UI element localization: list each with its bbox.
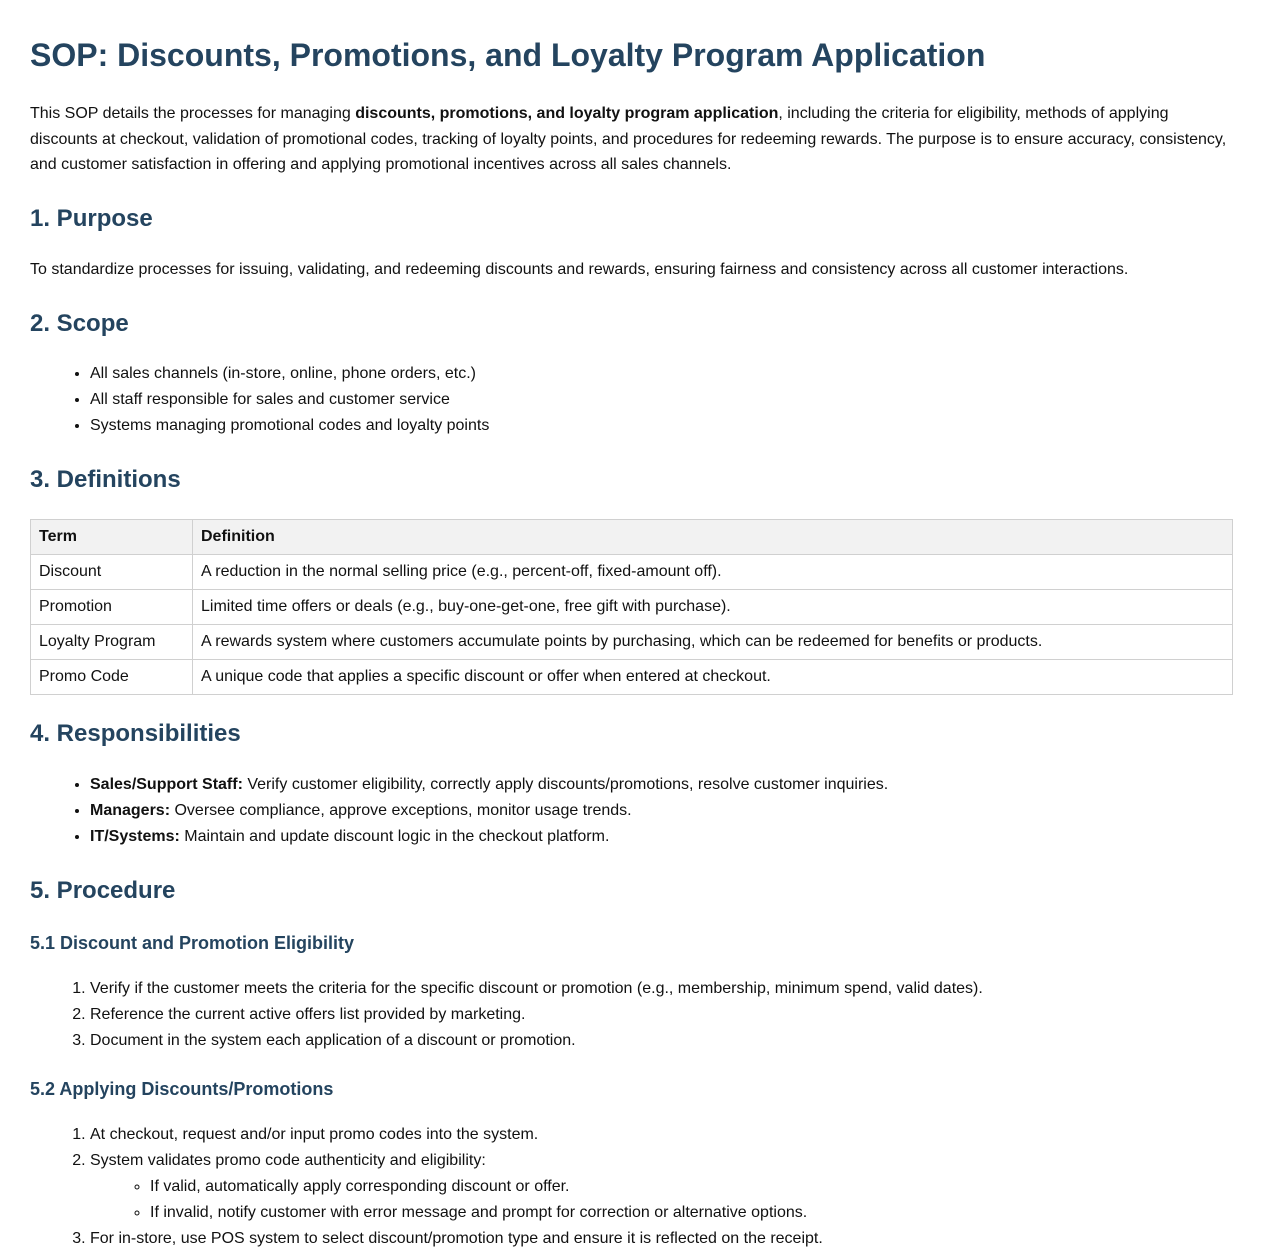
responsibility-item [90,772,1233,798]
responsibility-item [90,798,1233,824]
intro-text-bold: discounts, promotions, and loyalty program application [355,105,779,122]
applying-substep: ◦ If invalid, notify customer with error message and prompt for correction or alternative options. [150,1200,1233,1226]
applying-step-text: System validates promo code authenticity and eligibility: [90,1151,486,1169]
responsibility-item [90,824,1233,850]
definitions-heading: 3. Definitions [30,465,181,493]
responsibility-role: Sales/Support Staff: [90,775,243,793]
applying-substeps [90,1174,1233,1226]
applying-step: 3. For in-store, use POS system to select discount/promotion type and ensure it is reflected on the receipt. [90,1226,1233,1252]
table-cell-term: Loyalty Program [31,624,193,659]
table-cell-term: Promo Code [31,659,193,694]
applying-step [90,1148,1233,1226]
purpose-heading: 1. Purpose [30,204,153,232]
table-header-term: Term [31,519,193,554]
scope-item: • All staff responsible for sales and customer service [90,387,1233,413]
scope-item: • Systems managing promotional codes and loyalty points [90,413,1233,439]
applying-substep: ◦ If valid, automatically apply corresponding discount or offer. [150,1174,1233,1200]
intro-text-after: , including the criteria for eligibility, methods of applying discounts at checkout, validation of promotional codes, tracking of loyalty points, and procedures for redeeming rewards. The purpose is to ensure accuracy, consistency, and customer satisfaction in offering and applying promotional incentives across all sales channels. [30,105,1227,173]
responsibility-text: Verify customer eligibility, correctly apply discounts/promotions, resolve customer inquiries. [242,775,889,793]
table-row [31,589,1233,624]
table-cell-definition: A unique code that applies a specific discount or offer when entered at checkout. [193,659,1233,694]
table-cell-term: Promotion [31,589,193,624]
eligibility-steps [30,976,1233,1054]
intro-paragraph [30,101,1233,178]
page-title: SOP: Discounts, Promotions, and Loyalty Program Application [30,37,986,73]
table-cell-definition: Limited time offers or deals (e.g., buy-one-get-one, free gift with purchase). [193,589,1233,624]
responsibility-role: IT/Systems: [90,827,180,845]
applying-steps [30,1122,1233,1252]
intro-text-before: This SOP details the processes for managing [30,105,356,122]
scope-heading: 2. Scope [30,309,129,337]
table-cell-term: Discount [31,554,193,589]
purpose-text: To standardize processes for issuing, validating, and redeeming discounts and rewards, ensuring fairness and consistency across all customer interactions. [30,260,1129,278]
applying-heading: 5.2 Applying Discounts/Promotions [30,1078,334,1099]
scope-list [30,361,1233,439]
scope-item: • All sales channels (in-store, online, phone orders, etc.) [90,361,1233,387]
table-header-row [31,519,1233,554]
eligibility-step: 2. Reference the current active offers list provided by marketing. [90,1002,1233,1028]
table-header-definition: Definition [193,519,1233,554]
responsibilities-heading: 4. Responsibilities [30,719,241,747]
responsibility-text: Maintain and update discount logic in the checkout platform. [179,827,610,845]
eligibility-heading: 5.1 Discount and Promotion Eligibility [30,932,355,953]
table-row [31,554,1233,589]
table-cell-definition: A reduction in the normal selling price (e.g., percent-off, fixed-amount off). [193,554,1233,589]
table-cell-definition: A rewards system where customers accumulate points by purchasing, which can be redeemed for benefits or products. [193,624,1233,659]
responsibility-text: Oversee compliance, approve exceptions, monitor usage trends. [170,801,632,819]
table-row [31,624,1233,659]
procedure-heading: 5. Procedure [30,876,176,904]
eligibility-step: 1. Verify if the customer meets the criteria for the specific discount or promotion (e.g., membership, minimum spend, valid dates). [90,976,1233,1002]
responsibilities-list [30,772,1233,850]
eligibility-step: 3. Document in the system each application of a discount or promotion. [90,1028,1233,1054]
responsibility-role: Managers: [90,801,171,819]
table-row [31,659,1233,694]
definitions-table [30,519,1233,695]
applying-step: 1. At checkout, request and/or input promo codes into the system. [90,1122,1233,1148]
